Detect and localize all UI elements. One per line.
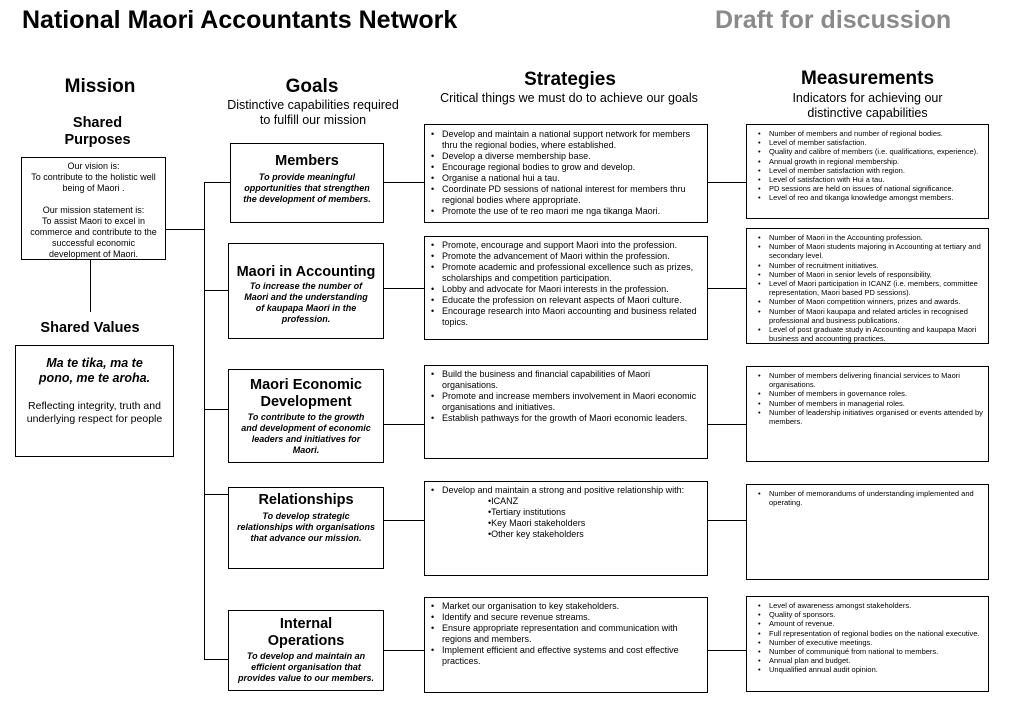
branch-maori-accounting — [204, 290, 228, 291]
strategy-measure-connector-1 — [708, 182, 746, 183]
list-item: • Level of member satisfaction with region. — [747, 166, 984, 175]
measurements-subheading: Indicators for achieving our distinctive capabilities — [792, 91, 943, 120]
strategy-measure-connector-2 — [708, 288, 746, 289]
strategy-list — [425, 129, 703, 217]
list-item: • Ensure appropriate representation and communication with regions and members. — [425, 623, 703, 645]
strategies-subheading: Critical things we must do to achieve our goals — [440, 91, 698, 105]
strategy-box-internal — [424, 597, 708, 693]
list-item: • Promote the advancement of Maori within the profession. — [425, 251, 703, 262]
list-item: • Level of awareness amongst stakeholders. — [747, 601, 984, 610]
list-item: • Full representation of regional bodies on the national executive. — [747, 629, 984, 638]
list-item: • Develop and maintain a national support network for members thru the regional bodies, where established. — [425, 129, 703, 151]
list-item: • Number of members delivering financial services to Maori organisations. — [747, 371, 984, 389]
list-item: • Number of Maori in senior levels of responsibility. — [747, 270, 984, 279]
measure-list — [747, 489, 984, 507]
list-item: • Number of Maori kaupapa and related articles in recognised professional and business publications. — [747, 307, 984, 325]
list-item: • Number of executive meetings. — [747, 638, 984, 647]
goal-strategy-connector-3 — [384, 424, 424, 425]
goal-relationships — [228, 487, 384, 569]
mission-heading: Mission — [64, 76, 136, 97]
measure-box-relationships — [746, 484, 989, 580]
list-item: • Level of Maori participation in ICANZ (i.e. members, committee representation, Maori based PD sessions). — [747, 279, 984, 297]
list-item: • Encourage research into Maori accounting and business related topics. — [425, 306, 703, 328]
goals-heading: Goals — [285, 76, 339, 97]
strategy-box-maori-accounting — [424, 236, 708, 340]
measure-box-economic — [746, 366, 989, 462]
list-item: • Annual plan and budget. — [747, 656, 984, 665]
goal-title: Internal Operations — [267, 616, 345, 649]
list-item: • Number of memorandums of understanding implemented and operating. — [747, 489, 984, 507]
measure-list — [747, 371, 984, 426]
branch-members — [204, 182, 230, 183]
goal-members — [230, 143, 384, 223]
measure-box-members — [746, 124, 989, 219]
list-item: • Build the business and financial capabilities of Maori organisations. — [425, 369, 703, 391]
goal-desc: To develop strategic relationships with organisations that advance our mission. — [236, 511, 376, 543]
measure-list — [747, 601, 984, 675]
goal-title: Members — [275, 153, 339, 169]
strategy-measure-connector-4 — [708, 520, 746, 521]
list-item: • Promote the use of te reo maori me nga tikanga Maori. — [425, 206, 703, 217]
list-item: • Lobby and advocate for Maori interests in the profession. — [425, 284, 703, 295]
goals-spine — [204, 182, 205, 659]
goal-economic-development — [228, 369, 384, 463]
measurements-heading: Measurements — [800, 68, 935, 89]
strategy-box-economic — [424, 365, 708, 459]
list-item: • Market our organisation to key stakeholders. — [425, 601, 703, 612]
goal-strategy-connector-5 — [384, 650, 424, 651]
goal-strategy-connector-2 — [384, 288, 424, 289]
list-item: • Level of member satisfaction. — [747, 138, 984, 147]
list-item: • Level of reo and tikanga knowledge amongst members. — [747, 193, 984, 202]
values-box — [15, 345, 174, 457]
draft-label: Draft for discussion — [715, 6, 952, 34]
list-item: • Number of leadership initiatives organised or events attended by members. — [747, 408, 984, 426]
list-item: • Encourage regional bodies to grow and develop. — [425, 162, 703, 173]
goal-strategy-connector-4 — [384, 520, 424, 521]
vision-box: Our vision is: To contribute to the holistic well being of Maori . Our mission statement is: To assist Maori to excel in commerce and contribute to the successful economic development of Maori. — [21, 157, 166, 260]
list-item: • Identify and secure revenue streams. — [425, 612, 703, 623]
list-item: • Educate the profession on relevant aspects of Maori culture. — [425, 295, 703, 306]
strategy-measure-connector-5 — [708, 650, 746, 651]
sub-list-item: •ICANZ — [488, 496, 519, 506]
sub-list-item: •Other key stakeholders — [488, 529, 584, 539]
goal-strategy-connector-1 — [384, 182, 424, 183]
goal-maori-accounting — [228, 243, 384, 339]
list-item: • Develop a diverse membership base. — [425, 151, 703, 162]
goal-desc: To contribute to the growth and development of economic leaders and initiatives for Maori. — [241, 412, 371, 455]
measure-box-internal — [746, 596, 989, 692]
list-item: • Annual growth in regional membership. — [747, 157, 984, 166]
list-item: • Unqualified annual audit opinion. — [747, 665, 984, 674]
list-item: • Promote academic and professional excellence such as prizes, scholarships and competition participation. — [425, 262, 703, 284]
branch-economic — [204, 409, 228, 410]
list-item: • Quality of sponsors. — [747, 610, 984, 619]
relationship-sub-list — [425, 496, 703, 540]
list-item: • Level of satisfaction with Hui a tau. — [747, 175, 984, 184]
strategies-heading: Strategies — [524, 69, 616, 90]
measure-list — [747, 129, 984, 203]
values-maori: Ma te tika, ma te pono, me te aroha. — [38, 356, 151, 385]
list-item: • Number of Maori in the Accounting profession. — [747, 233, 984, 242]
list-item: • PD sessions are held on issues of national significance. — [747, 184, 984, 193]
list-item: • Coordinate PD sessions of national interest for members thru regional bodies where appropriate. — [425, 184, 703, 206]
values-english: Reflecting integrity, truth and underlying respect for people — [26, 400, 163, 425]
goal-title: Maori Economic Development — [250, 377, 362, 410]
list-item: • Number of communiqué from national to members. — [747, 647, 984, 656]
goal-title: Relationships — [258, 492, 354, 508]
shared-purposes-heading: Shared Purposes — [64, 115, 131, 148]
sub-list-item: •Key Maori stakeholders — [488, 518, 586, 528]
list-item: • Promote, encourage and support Maori into the profession. — [425, 240, 703, 251]
shared-values-heading: Shared Values — [40, 320, 140, 336]
list-item: • Number of Maori competition winners, prizes and awards. — [747, 297, 984, 306]
list-item: • Establish pathways for the growth of Maori economic leaders. — [425, 413, 703, 424]
list-item: • Number of members in governance roles. — [747, 389, 984, 398]
measure-list — [747, 233, 984, 343]
goal-desc: To provide meaningful opportunities that strengthen the development of members. — [243, 172, 371, 204]
strategy-list — [425, 369, 703, 424]
branch-relationships — [204, 494, 228, 495]
list-item: • Quality and calibre of members (i.e. qualifications, experience). — [747, 147, 984, 156]
mission-goals-connector — [166, 229, 204, 230]
branch-internal — [204, 659, 228, 660]
list-item: • Implement efficient and effective systems and cost effective practices. — [425, 645, 703, 667]
list-item: • Amount of revenue. — [747, 619, 984, 628]
list-item: • Organise a national hui a tau. — [425, 173, 703, 184]
list-item: • Number of recruitment initiatives. — [747, 261, 984, 270]
goals-subheading: Distinctive capabilities required to fulfill our mission — [227, 98, 399, 127]
goal-desc: To increase the number of Maori and the understanding of kaupapa Maori in the profession. — [244, 281, 368, 324]
strategy-list — [425, 240, 703, 328]
mission-connector — [90, 260, 91, 312]
goal-title: Maori in Accounting — [236, 264, 376, 280]
sub-list-item: •Tertiary institutions — [488, 507, 566, 517]
goal-desc: To develop and maintain an efficient organisation that provides value to our members. — [237, 651, 375, 683]
goal-internal-operations — [228, 610, 384, 691]
measure-box-maori-accounting — [746, 228, 989, 344]
page-title: National Maori Accountants Network — [22, 6, 458, 34]
list-item: • Level of post graduate study in Accounting and kaupapa Maori business and accounting practices. — [747, 325, 984, 343]
strategy-box-relationships — [424, 481, 708, 576]
list-item: • Number of Maori students majoring in Accounting at tertiary and secondary level. — [747, 242, 984, 260]
strategy-list — [425, 485, 703, 496]
strategy-list — [425, 601, 703, 667]
strategy-measure-connector-3 — [708, 424, 746, 425]
list-item: • Develop and maintain a strong and positive relationship with: — [425, 485, 703, 496]
list-item: • Number of members in managerial roles. — [747, 399, 984, 408]
strategy-box-members — [424, 124, 708, 223]
list-item: • Number of members and number of regional bodies. — [747, 129, 984, 138]
list-item: • Promote and increase members involvement in Maori economic organisations and initiatives. — [425, 391, 703, 413]
